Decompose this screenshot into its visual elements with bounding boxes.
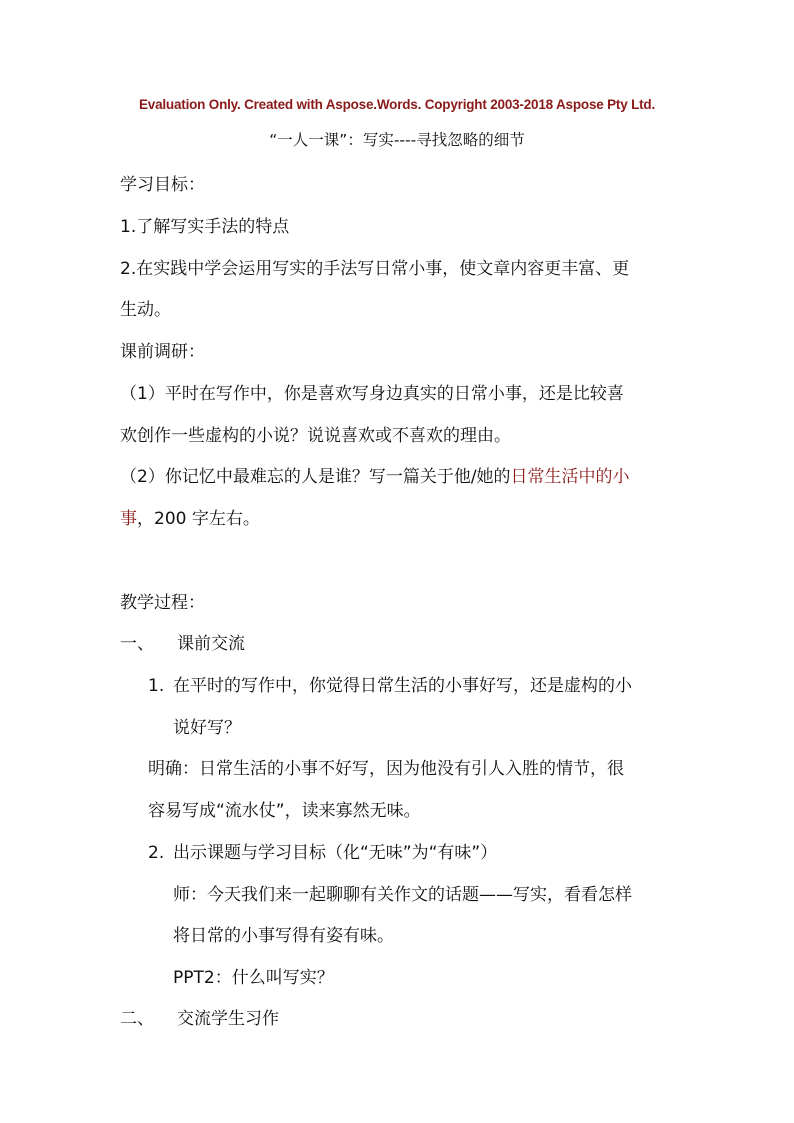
- clarification-line-2: 容易写成“流水仗”，读来寡然无味。: [148, 801, 421, 821]
- research-question-1-line-1: （1）平时在写作中，你是喜欢写身边真实的日常小事，还是比较喜: [120, 384, 624, 404]
- research-question-2-highlight-end: 事: [120, 509, 137, 529]
- research-question-2-text-end: ，200 字左右。: [137, 509, 260, 529]
- clarification-line-1: 明确：日常生活的小事不好写，因为他没有引人入胜的情节，很: [148, 759, 624, 779]
- section-1-item-2-number: 2.: [148, 843, 165, 863]
- teacher-line-1: 师：今天我们来一起聊聊有关作文的话题——写实，看看怎样: [173, 885, 632, 905]
- section-1-marker: 一、: [120, 634, 154, 654]
- section-1-item-1-line-1: [148, 671, 632, 696]
- research-question-2-highlight: 日常生活中的小: [510, 467, 630, 487]
- section-2-marker: 二、: [120, 1009, 154, 1029]
- section-2-label: 交流学生习作: [177, 1009, 279, 1029]
- document-title: “一人一课”：写实----寻找忽略的细节: [269, 131, 525, 149]
- section-1-item-2-text: 出示课题与学习目标（化“无味”为“有味”）: [173, 843, 498, 863]
- objective-item-1: 1.了解写实手法的特点: [120, 217, 290, 237]
- research-heading: 课前调研：: [120, 342, 205, 362]
- ppt-line: PPT2：什么叫写实？: [173, 968, 334, 988]
- section-1-heading: [120, 629, 245, 654]
- section-1-item-2-line-1: [148, 838, 497, 863]
- objective-item-2-line-1: 2.在实践中学会运用写实的手法写日常小事，使文章内容更丰富、更: [120, 259, 630, 279]
- section-2-heading: [120, 1004, 279, 1029]
- section-1-label: 课前交流: [177, 634, 245, 654]
- research-question-2-line-2: [120, 504, 260, 529]
- teacher-line-2: 将日常的小事写得有姿有味。: [173, 926, 394, 946]
- objectives-heading: 学习目标：: [120, 175, 205, 195]
- section-1-item-1-text: 在平时的写作中，你觉得日常生活的小事好写，还是虚构的小: [173, 676, 632, 696]
- research-question-1-line-2: 欢创作一些虚构的小说？说说喜欢或不喜欢的理由。: [120, 426, 511, 446]
- objective-item-2-line-2: 生动。: [120, 300, 171, 320]
- evaluation-watermark: Evaluation Only. Created with Aspose.Words. Copyright 2003-2018 Aspose Pty Ltd.: [138, 97, 656, 112]
- section-1-item-1-number: 1.: [148, 676, 165, 696]
- process-heading: 教学过程：: [120, 593, 205, 613]
- research-question-2-text: （2）你记忆中最难忘的人是谁？写一篇关于他/她的: [120, 467, 511, 487]
- research-question-2-line-1: [120, 462, 630, 487]
- section-1-item-1-line-2: 说好写？: [173, 718, 241, 738]
